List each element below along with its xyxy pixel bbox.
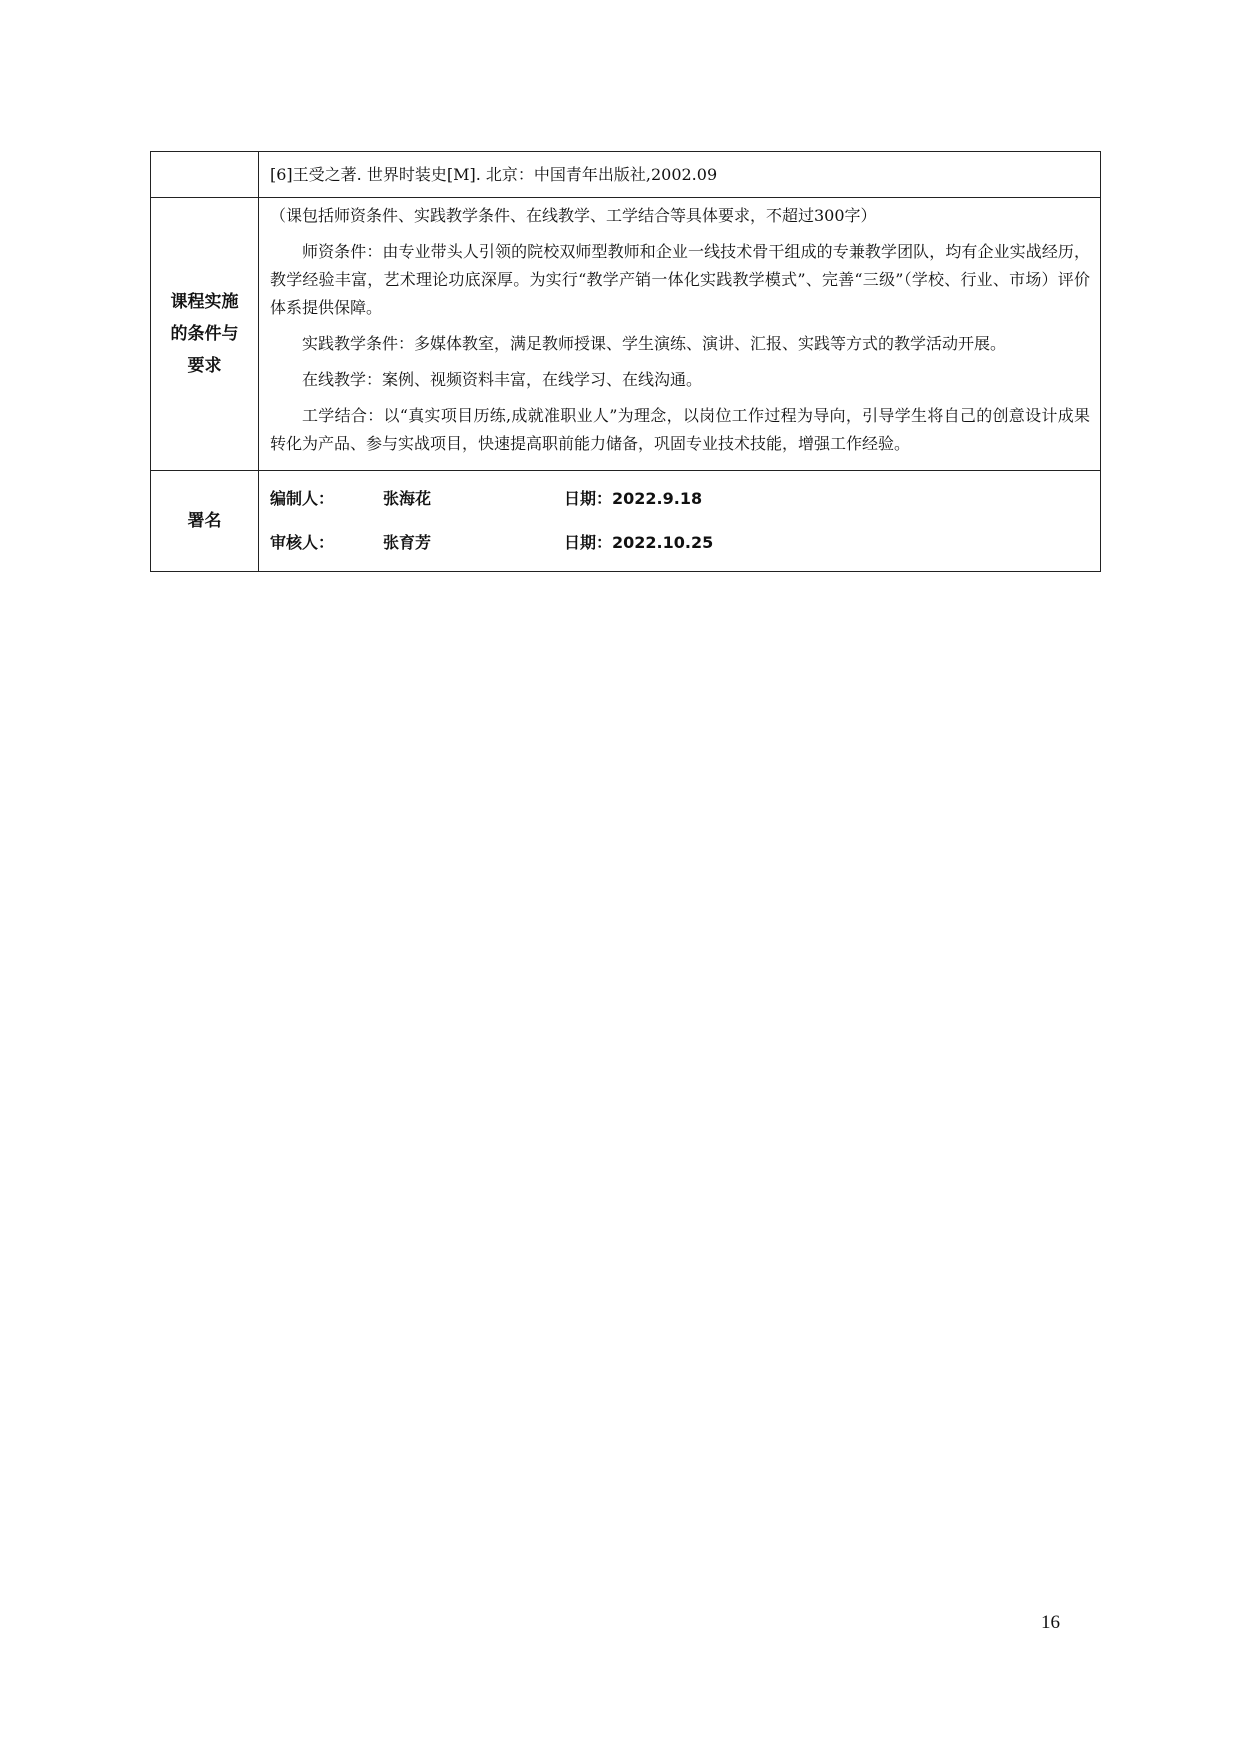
implementation-label xyxy=(151,198,259,471)
reference-row xyxy=(151,152,1101,198)
reference-text: [6]王受之著. 世界时装史[M]. 北京：中国青年出版社,2002.09 xyxy=(259,152,1101,198)
implementation-content xyxy=(259,198,1101,471)
compiler-line xyxy=(270,477,1090,521)
compiler-name: 张海花 xyxy=(383,489,432,508)
compiler-role: 编制人： xyxy=(270,489,335,508)
reviewer-role: 审核人： xyxy=(270,533,335,552)
signature-content xyxy=(259,471,1101,572)
compiler-date: 日期：2022.9.18 xyxy=(564,489,703,508)
implementation-label-line-3: 要求 xyxy=(187,356,222,376)
implementation-note: （课包括师资条件、实践教学条件、在线教学、工学结合等具体要求，不超过300字） xyxy=(270,206,877,225)
practice-paragraph: 实践教学条件：多媒体教室，满足教师授课、学生演练、演讲、汇报、实践等方式的教学活动开展。 xyxy=(302,334,1007,353)
reference-label-cell xyxy=(151,152,259,198)
signature-row xyxy=(151,471,1101,572)
reviewer-date: 日期：2022.10.25 xyxy=(564,533,714,552)
reviewer-line xyxy=(270,521,1090,565)
implementation-label-line-2: 的条件与 xyxy=(170,324,239,344)
online-paragraph: 在线教学：案例、视频资料丰富，在线学习、在线沟通。 xyxy=(302,370,703,389)
page-number: 16 xyxy=(1041,1612,1060,1633)
course-standard-table xyxy=(150,151,1101,572)
work-study-paragraph: 工学结合：以“真实项目历练,成就准职业人”为理念，以岗位工作过程为导向，引导学生将自己的创意设计成果转化为产品、参与实战项目，快速提高职前能力储备，巩固专业技术技能，增强工作经验。 xyxy=(270,406,1090,453)
implementation-row xyxy=(151,198,1101,471)
signature-label: 署名 xyxy=(151,471,259,572)
reviewer-name: 张育芳 xyxy=(383,533,432,552)
implementation-label-line-1: 课程实施 xyxy=(170,292,239,312)
faculty-paragraph: 师资条件：由专业带头人引领的院校双师型教师和企业一线技术骨干组成的专兼教学团队，均有企业实战经历，教学经验丰富，艺术理论功底深厚。为实行“教学产销一体化实践教学模式”、完善“三级”（学校、行业、市场）评价体系提供保障。 xyxy=(270,242,1090,317)
